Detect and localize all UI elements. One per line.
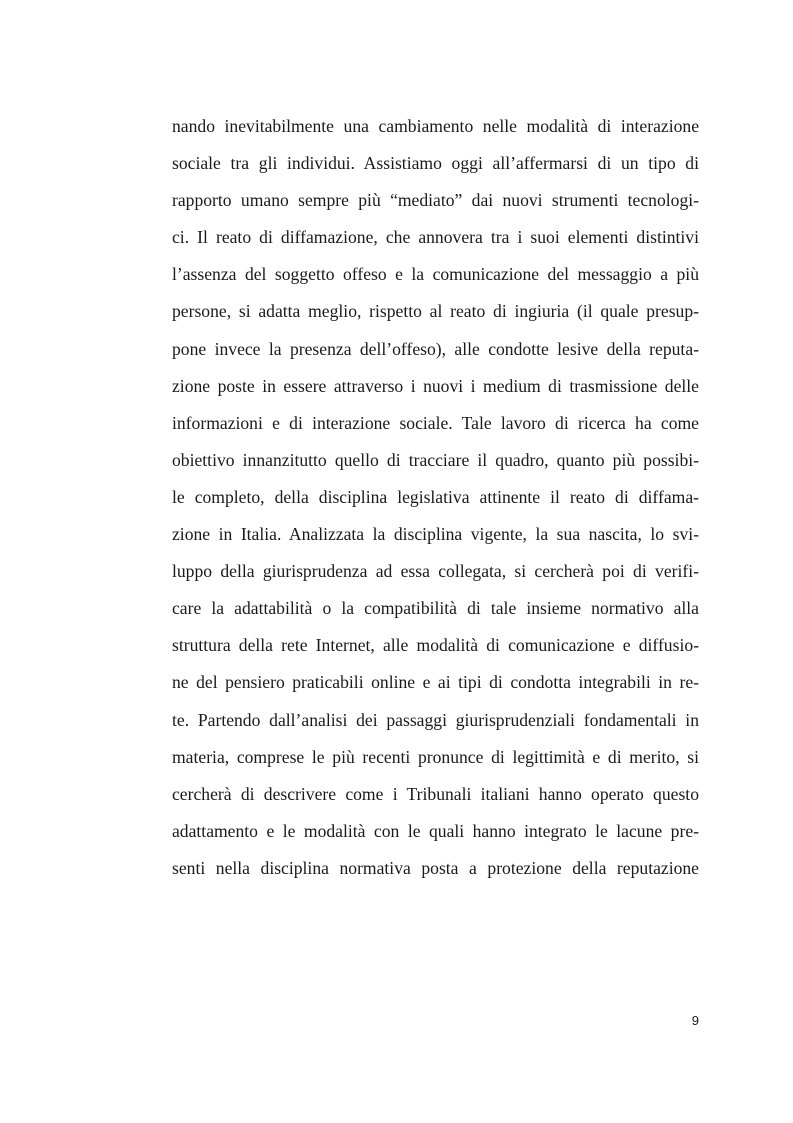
page-number: 9 [691, 1013, 699, 1028]
body-paragraph [172, 111, 699, 890]
text-line: informazioni e di interazione sociale. Tale lavoro di ricerca ha come [172, 412, 699, 433]
text-line: cercherà di descrivere come i Tribunali italiani hanno operato questo [172, 783, 699, 804]
text-line: ne del pensiero praticabili online e ai tipi di condotta integrabili in re- [172, 672, 699, 693]
text-line: rapporto umano sempre più “mediato” dai nuovi strumenti tecnologi- [172, 190, 699, 211]
text-line: persone, si adatta meglio, rispetto al reato di ingiuria (il quale presup- [172, 301, 699, 322]
text-line: zione in Italia. Analizzata la disciplina vigente, la sua nascita, lo svi- [172, 524, 699, 545]
text-line: pone invece la presenza dell’offeso), alle condotte lesive della reputa- [172, 338, 699, 359]
text-line: ci. Il reato di diffamazione, che annovera tra i suoi elementi distintivi [172, 227, 699, 248]
text-line: nando inevitabilmente una cambiamento nelle modalità di interazione [172, 116, 699, 136]
text-line: struttura della rete Internet, alle modalità di comunicazione e diffusio- [172, 635, 699, 656]
text-line: care la adattabilità o la compatibilità di tale insieme normativo alla [172, 598, 699, 619]
text-line: obiettivo innanzitutto quello di tracciare il quadro, quanto più possibi- [172, 449, 699, 470]
text-line: l’assenza del soggetto offeso e la comunicazione del messaggio a più [172, 264, 699, 285]
text-line: adattamento e le modalità con le quali hanno integrato le lacune pre- [172, 820, 699, 841]
text-line: materia, comprese le più recenti pronunce di legittimità e di merito, si [172, 746, 699, 767]
text-line: te. Partendo dall’analisi dei passaggi giurisprudenziali fondamentali in [172, 709, 699, 730]
text-line: zione poste in essere attraverso i nuovi i medium di trasmissione delle [172, 375, 699, 396]
text-line: sociale tra gli individui. Assistiamo oggi all’affermarsi di un tipo di [172, 153, 699, 174]
text-line: le completo, della disciplina legislativa attinente il reato di diffama- [172, 486, 699, 507]
text-line: luppo della giurisprudenza ad essa collegata, si cercherà poi di verifi- [172, 561, 699, 582]
text-line: senti nella disciplina normativa posta a protezione della reputazione [172, 857, 699, 878]
